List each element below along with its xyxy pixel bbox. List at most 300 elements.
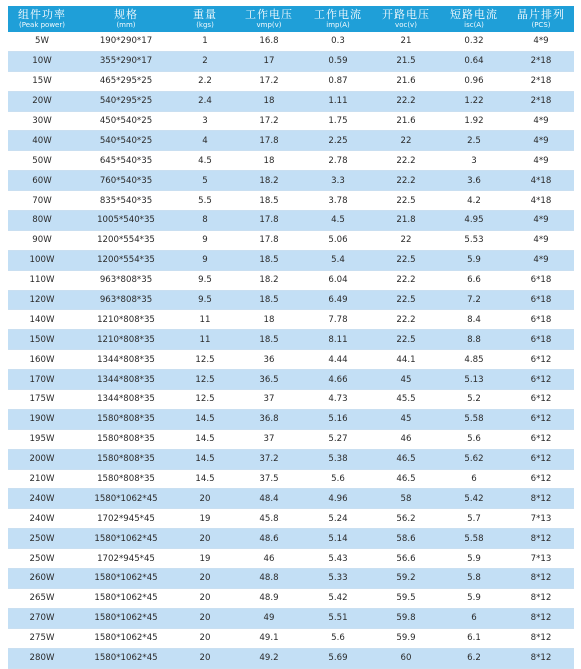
cell-peak-power: 195W [8,429,76,449]
cell-cell-layout: 2*18 [508,71,574,91]
header-unit: isc(A) [464,21,484,29]
cell-imp: 6.49 [304,290,372,310]
cell-imp: 4.44 [304,350,372,370]
cell-peak-power: 265W [8,588,76,608]
cell-vmp: 48.9 [234,588,304,608]
cell-imp: 0.3 [304,32,372,51]
cell-isc: 1.22 [440,91,508,111]
cell-peak-power: 240W [8,489,76,509]
cell-vmp: 37.2 [234,449,304,469]
cell-imp: 5.4 [304,250,372,270]
cell-voc: 46 [372,429,440,449]
cell-voc: 56.6 [372,549,440,569]
cell-cell-layout: 4*9 [508,211,574,231]
cell-vmp: 37 [234,429,304,449]
table-row [8,131,574,151]
cell-size: 645*540*35 [76,151,176,171]
cell-voc: 21.8 [372,211,440,231]
cell-weight: 20 [176,588,234,608]
table-row [8,608,574,628]
cell-cell-layout: 6*18 [508,330,574,350]
table-row [8,310,574,330]
cell-vmp: 18.5 [234,330,304,350]
cell-isc: 7.2 [440,290,508,310]
cell-weight: 19 [176,549,234,569]
table-row [8,529,574,549]
cell-isc: 1.92 [440,111,508,131]
cell-cell-layout: 8*12 [508,648,574,668]
cell-voc: 21.6 [372,111,440,131]
cell-voc: 45 [372,409,440,429]
cell-size: 1702*945*45 [76,549,176,569]
cell-size: 1580*1062*45 [76,588,176,608]
cell-peak-power: 210W [8,469,76,489]
table-row [8,270,574,290]
table-row [8,230,574,250]
cell-voc: 22 [372,131,440,151]
cell-size: 450*540*25 [76,111,176,131]
cell-vmp: 17.8 [234,230,304,250]
cell-size: 1580*1062*45 [76,529,176,549]
cell-size: 1210*808*35 [76,330,176,350]
cell-cell-layout: 6*12 [508,469,574,489]
cell-size: 1200*554*35 [76,230,176,250]
cell-weight: 14.5 [176,409,234,429]
solar-panel-spec-table [8,6,574,669]
cell-isc: 5.58 [440,529,508,549]
cell-voc: 46.5 [372,469,440,489]
table-row [8,211,574,231]
cell-voc: 22.2 [372,151,440,171]
cell-imp: 0.87 [304,71,372,91]
cell-isc: 5.9 [440,588,508,608]
cell-isc: 6.1 [440,628,508,648]
cell-vmp: 18 [234,151,304,171]
cell-voc: 46.5 [372,449,440,469]
cell-voc: 45.5 [372,390,440,410]
cell-vmp: 17.8 [234,211,304,231]
cell-imp: 5.43 [304,549,372,569]
cell-cell-layout: 6*18 [508,310,574,330]
header-unit: voc(v) [395,21,417,29]
cell-weight: 20 [176,628,234,648]
cell-cell-layout: 6*12 [508,390,574,410]
cell-size: 963*808*35 [76,290,176,310]
cell-cell-layout: 8*12 [508,569,574,589]
cell-peak-power: 170W [8,370,76,390]
cell-vmp: 36 [234,350,304,370]
cell-vmp: 49.2 [234,648,304,668]
table-row [8,409,574,429]
cell-imp: 2.78 [304,151,372,171]
cell-isc: 8.8 [440,330,508,350]
cell-imp: 3.78 [304,191,372,211]
header-label: 开路电压 [382,8,430,21]
cell-peak-power: 90W [8,230,76,250]
cell-isc: 4.95 [440,211,508,231]
cell-isc: 3.6 [440,171,508,191]
header-label: 短路电流 [450,8,498,21]
cell-cell-layout: 4*9 [508,32,574,51]
cell-imp: 5.69 [304,648,372,668]
table-row [8,489,574,509]
cell-voc: 45 [372,370,440,390]
cell-vmp: 37.5 [234,469,304,489]
cell-imp: 5.06 [304,230,372,250]
cell-voc: 21.5 [372,51,440,71]
header-unit: imp(A) [326,21,350,29]
table-row [8,628,574,648]
cell-isc: 0.64 [440,51,508,71]
cell-isc: 5.8 [440,569,508,589]
table-row [8,648,574,668]
cell-peak-power: 260W [8,569,76,589]
table-row [8,588,574,608]
cell-isc: 5.62 [440,449,508,469]
cell-vmp: 16.8 [234,32,304,51]
cell-voc: 22.5 [372,330,440,350]
cell-weight: 2.4 [176,91,234,111]
cell-voc: 44.1 [372,350,440,370]
cell-weight: 5 [176,171,234,191]
cell-size: 1580*808*35 [76,409,176,429]
header-label: 重量 [193,8,217,21]
table-row [8,350,574,370]
cell-isc: 5.58 [440,409,508,429]
cell-voc: 59.8 [372,608,440,628]
cell-vmp: 49.1 [234,628,304,648]
cell-peak-power: 240W [8,509,76,529]
cell-isc: 3 [440,151,508,171]
cell-cell-layout: 4*18 [508,191,574,211]
cell-peak-power: 50W [8,151,76,171]
cell-isc: 6 [440,608,508,628]
header-imp [304,6,372,32]
cell-cell-layout: 4*9 [508,230,574,250]
cell-size: 1580*808*35 [76,449,176,469]
cell-vmp: 18.5 [234,250,304,270]
cell-peak-power: 250W [8,549,76,569]
cell-peak-power: 80W [8,211,76,231]
cell-peak-power: 5W [8,32,76,51]
cell-cell-layout: 2*18 [508,51,574,71]
cell-voc: 22.5 [372,290,440,310]
cell-peak-power: 20W [8,91,76,111]
cell-peak-power: 275W [8,628,76,648]
cell-cell-layout: 4*9 [508,131,574,151]
cell-peak-power: 100W [8,250,76,270]
cell-cell-layout: 2*18 [508,91,574,111]
cell-peak-power: 160W [8,350,76,370]
cell-weight: 20 [176,529,234,549]
cell-isc: 5.9 [440,250,508,270]
cell-peak-power: 250W [8,529,76,549]
table-row [8,250,574,270]
cell-weight: 4.5 [176,151,234,171]
cell-vmp: 48.6 [234,529,304,549]
cell-cell-layout: 6*12 [508,449,574,469]
header-unit: vmp(v) [256,21,282,29]
cell-size: 1344*808*35 [76,350,176,370]
header-voc [372,6,440,32]
cell-voc: 58.6 [372,529,440,549]
cell-vmp: 48.4 [234,489,304,509]
header-peak-power [8,6,76,32]
cell-weight: 14.5 [176,469,234,489]
cell-cell-layout: 6*12 [508,350,574,370]
cell-imp: 5.6 [304,469,372,489]
cell-weight: 9.5 [176,270,234,290]
cell-weight: 2 [176,51,234,71]
cell-weight: 9 [176,250,234,270]
table-body [8,32,574,668]
cell-peak-power: 70W [8,191,76,211]
cell-imp: 5.16 [304,409,372,429]
header-weight [176,6,234,32]
cell-imp: 8.11 [304,330,372,350]
cell-peak-power: 110W [8,270,76,290]
table-row [8,91,574,111]
cell-isc: 5.2 [440,390,508,410]
cell-weight: 11 [176,310,234,330]
table-row [8,449,574,469]
cell-weight: 4 [176,131,234,151]
cell-peak-power: 190W [8,409,76,429]
cell-size: 1344*808*35 [76,370,176,390]
cell-size: 465*295*25 [76,71,176,91]
header-unit: (kgs) [196,21,214,29]
cell-weight: 14.5 [176,449,234,469]
table-row [8,290,574,310]
table-row [8,111,574,131]
header-label: 工作电流 [314,8,362,21]
cell-voc: 59.5 [372,588,440,608]
cell-vmp: 17.2 [234,111,304,131]
cell-vmp: 49 [234,608,304,628]
cell-weight: 14.5 [176,429,234,449]
cell-isc: 6 [440,469,508,489]
header-vmp [234,6,304,32]
cell-cell-layout: 8*12 [508,529,574,549]
cell-vmp: 45.8 [234,509,304,529]
cell-cell-layout: 8*12 [508,628,574,648]
cell-peak-power: 15W [8,71,76,91]
cell-peak-power: 10W [8,51,76,71]
cell-isc: 4.2 [440,191,508,211]
cell-size: 1580*1062*45 [76,489,176,509]
cell-cell-layout: 8*12 [508,608,574,628]
table-row [8,151,574,171]
cell-imp: 4.96 [304,489,372,509]
cell-size: 963*808*35 [76,270,176,290]
cell-imp: 5.51 [304,608,372,628]
cell-imp: 2.25 [304,131,372,151]
table-row [8,509,574,529]
cell-peak-power: 175W [8,390,76,410]
cell-imp: 5.6 [304,628,372,648]
cell-peak-power: 280W [8,648,76,668]
cell-vmp: 17.2 [234,71,304,91]
cell-voc: 22.2 [372,91,440,111]
cell-imp: 7.78 [304,310,372,330]
cell-weight: 12.5 [176,350,234,370]
cell-size: 835*540*35 [76,191,176,211]
header-unit: (PCS) [531,21,551,29]
cell-weight: 20 [176,648,234,668]
cell-size: 540*295*25 [76,91,176,111]
cell-weight: 20 [176,608,234,628]
cell-isc: 5.13 [440,370,508,390]
table-row [8,71,574,91]
table-row [8,191,574,211]
header-label: 工作电压 [245,8,293,21]
cell-isc: 6.2 [440,648,508,668]
table-row [8,32,574,51]
cell-imp: 5.27 [304,429,372,449]
cell-weight: 2.2 [176,71,234,91]
cell-vmp: 18.5 [234,191,304,211]
cell-weight: 11 [176,330,234,350]
cell-weight: 9 [176,230,234,250]
cell-vmp: 48.8 [234,569,304,589]
cell-isc: 8.4 [440,310,508,330]
cell-cell-layout: 6*12 [508,370,574,390]
cell-voc: 56.2 [372,509,440,529]
cell-voc: 60 [372,648,440,668]
table-row [8,370,574,390]
cell-weight: 12.5 [176,390,234,410]
table-row [8,51,574,71]
cell-voc: 59.9 [372,628,440,648]
cell-peak-power: 120W [8,290,76,310]
header-label: 规格 [114,8,138,21]
cell-weight: 5.5 [176,191,234,211]
cell-vmp: 46 [234,549,304,569]
cell-isc: 2.5 [440,131,508,151]
table-row [8,549,574,569]
cell-imp: 1.75 [304,111,372,131]
cell-imp: 5.33 [304,569,372,589]
cell-weight: 19 [176,509,234,529]
cell-isc: 6.6 [440,270,508,290]
cell-weight: 12.5 [176,370,234,390]
table-row [8,330,574,350]
cell-imp: 4.73 [304,390,372,410]
cell-size: 1210*808*35 [76,310,176,330]
cell-vmp: 36.5 [234,370,304,390]
cell-size: 1005*540*35 [76,211,176,231]
cell-vmp: 18 [234,310,304,330]
cell-size: 1580*1062*45 [76,569,176,589]
header-size [76,6,176,32]
cell-cell-layout: 8*12 [508,489,574,509]
header-label: 组件功率 [18,8,66,21]
cell-cell-layout: 7*13 [508,509,574,529]
cell-size: 1580*808*35 [76,429,176,449]
cell-imp: 5.24 [304,509,372,529]
cell-size: 1580*1062*45 [76,628,176,648]
cell-imp: 5.42 [304,588,372,608]
cell-isc: 5.7 [440,509,508,529]
cell-size: 1200*554*35 [76,250,176,270]
cell-cell-layout: 7*13 [508,549,574,569]
cell-weight: 8 [176,211,234,231]
cell-peak-power: 150W [8,330,76,350]
cell-isc: 4.85 [440,350,508,370]
cell-size: 1344*808*35 [76,390,176,410]
cell-voc: 22.5 [372,191,440,211]
cell-voc: 21 [372,32,440,51]
cell-imp: 6.04 [304,270,372,290]
cell-cell-layout: 4*18 [508,171,574,191]
cell-vmp: 18.5 [234,290,304,310]
cell-isc: 5.42 [440,489,508,509]
cell-cell-layout: 4*9 [508,151,574,171]
cell-cell-layout: 4*9 [508,111,574,131]
cell-voc: 22.2 [372,270,440,290]
table-row [8,569,574,589]
cell-vmp: 18.2 [234,270,304,290]
cell-voc: 22.2 [372,171,440,191]
table-row [8,390,574,410]
cell-peak-power: 40W [8,131,76,151]
table-row [8,429,574,449]
cell-voc: 22 [372,230,440,250]
cell-imp: 0.59 [304,51,372,71]
cell-imp: 4.66 [304,370,372,390]
cell-weight: 1 [176,32,234,51]
cell-cell-layout: 6*18 [508,290,574,310]
cell-size: 190*290*17 [76,32,176,51]
cell-peak-power: 200W [8,449,76,469]
cell-size: 1580*808*35 [76,469,176,489]
cell-cell-layout: 6*12 [508,409,574,429]
cell-voc: 59.2 [372,569,440,589]
cell-isc: 5.9 [440,549,508,569]
cell-voc: 22.5 [372,250,440,270]
header-label: 晶片排列 [517,8,565,21]
cell-peak-power: 30W [8,111,76,131]
cell-imp: 1.11 [304,91,372,111]
cell-cell-layout: 4*9 [508,250,574,270]
cell-size: 540*540*25 [76,131,176,151]
cell-cell-layout: 6*18 [508,270,574,290]
cell-voc: 21.6 [372,71,440,91]
cell-isc: 0.32 [440,32,508,51]
cell-peak-power: 60W [8,171,76,191]
cell-isc: 5.6 [440,429,508,449]
cell-imp: 4.5 [304,211,372,231]
cell-vmp: 17 [234,51,304,71]
cell-isc: 0.96 [440,71,508,91]
cell-imp: 5.38 [304,449,372,469]
table-row [8,171,574,191]
cell-vmp: 18.2 [234,171,304,191]
cell-size: 1580*1062*45 [76,648,176,668]
cell-peak-power: 270W [8,608,76,628]
header-isc [440,6,508,32]
cell-vmp: 36.8 [234,409,304,429]
cell-vmp: 37 [234,390,304,410]
cell-vmp: 17.8 [234,131,304,151]
header-unit: (Peak power) [19,21,65,29]
cell-size: 1580*1062*45 [76,608,176,628]
table-header-row [8,6,574,32]
cell-size: 1702*945*45 [76,509,176,529]
cell-cell-layout: 6*12 [508,429,574,449]
cell-size: 355*290*17 [76,51,176,71]
cell-voc: 58 [372,489,440,509]
